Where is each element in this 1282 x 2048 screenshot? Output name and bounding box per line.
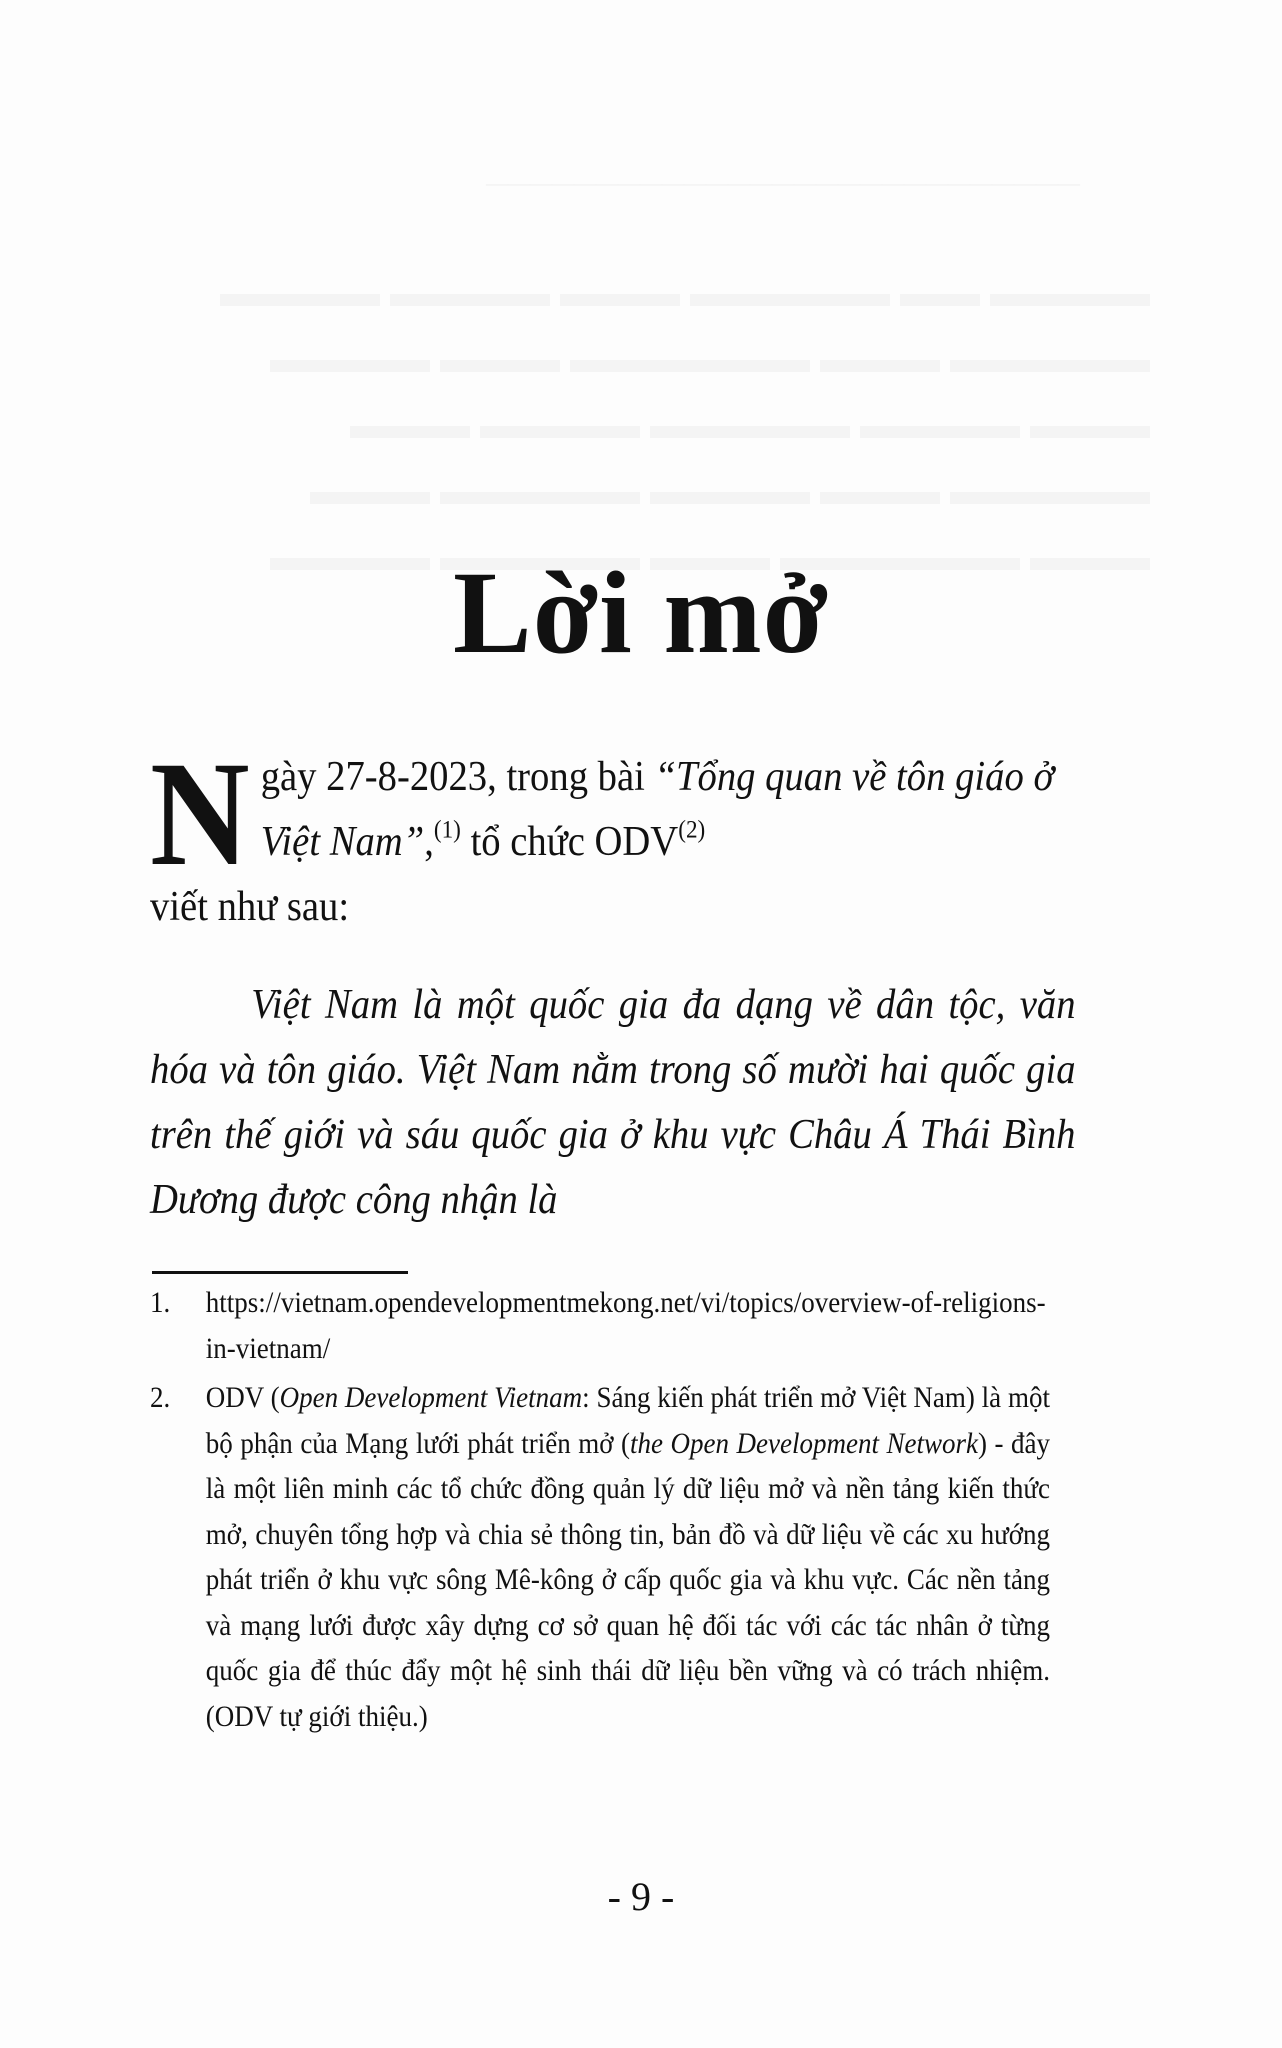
footnote-ref-1[interactable]: (1) xyxy=(433,816,461,844)
footnote-1 xyxy=(150,1280,1050,1371)
article-title: “Tổng quan về tôn giáo ở Việt Nam” xyxy=(260,754,1055,865)
intro-text-middle: tổ chức ODV xyxy=(460,819,679,865)
quote-text: Việt Nam là một quốc gia đa dạng về dân tộc, văn hóa và tôn giáo. Việt Nam nằm trong số mười hai quốc gia trên thế giới và sáu quốc gia ở khu vực Châu Á Thái Bình Dương được công nhận là xyxy=(150,982,1076,1223)
footnote-part: : Sáng kiến phát triển mở Việt Nam) là một bộ phận của Mạng lưới phát triển mở ( xyxy=(205,1381,1050,1460)
footnote-2 xyxy=(150,1375,1050,1739)
intro-comma: , xyxy=(424,819,434,865)
footnote-divider xyxy=(152,1271,408,1274)
footnotes xyxy=(150,1280,1050,1739)
footnote-ref-2[interactable]: (2) xyxy=(678,816,706,844)
footnote-text xyxy=(206,1375,1050,1739)
footnote-url[interactable]: https://vietnam.opendevelopmentmekong.net/vi/topics/overview-of-religions-in-vietnam/ xyxy=(205,1286,1046,1365)
footnote-italic-network: the Open Development Network xyxy=(630,1426,978,1460)
intro-text: gày 27-8-2023, trong bài xyxy=(260,754,655,800)
chapter-title: Lời mở xyxy=(453,547,829,679)
footnote-lead: ODV ( xyxy=(205,1381,280,1414)
footnote-italic-odv: Open Development Vietnam xyxy=(279,1381,583,1414)
quoted-passage xyxy=(150,973,1076,1233)
page-number: - 9 - xyxy=(607,1874,675,1919)
drop-cap: N xyxy=(150,731,250,897)
intro-paragraph xyxy=(150,731,1076,940)
bleed-through-text xyxy=(150,260,1150,590)
bleed-through-header: ——————————————————————————— xyxy=(486,170,1080,195)
footnote-part: ) - đây là một liên minh các tổ chức đồng quản lý dữ liệu mở và nền tảng kiến thức mở, chuyên tổng hợp và chia sẻ thông tin, bản đồ và dữ liệu về các xu hướng phát triển ở khu vực sông Mê-kông ở cấp quốc gia và khu vực. Các nền tảng và mạng lưới được xây dựng cơ sở quan hệ đối tác với các tác nhân ở từng quốc gia để thúc đẩy một hệ sinh thái dữ liệu bền vững và có trách nhiệm. (ODV tự giới thiệu.) xyxy=(205,1426,1051,1733)
footnote-number: 2. xyxy=(150,1381,171,1414)
intro-text-end: viết như sau: xyxy=(150,884,350,930)
footnote-number: 1. xyxy=(150,1286,171,1319)
